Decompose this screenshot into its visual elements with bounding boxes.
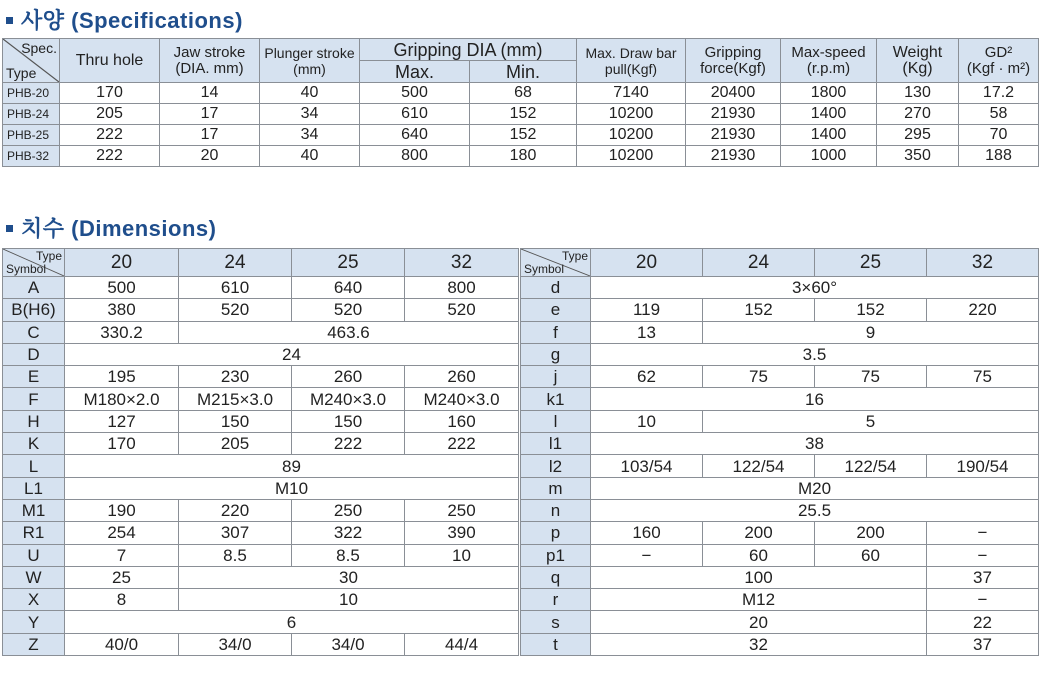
dim-cell: 390: [405, 522, 519, 544]
symbol-cell: M1: [3, 499, 65, 521]
header-draw-bar: Max. Draw bar pull(Kgf): [577, 39, 686, 83]
dim-cell: 10: [405, 544, 519, 566]
dim-cell: 222: [405, 433, 519, 455]
symbol-cell: s: [521, 611, 591, 633]
symbol-cell: F: [3, 388, 65, 410]
dim-cell: 103/54: [591, 455, 703, 477]
dimensions-table-left: [2, 248, 519, 656]
table-row: [521, 633, 1039, 655]
dim-cell: 122/54: [703, 455, 815, 477]
bullet-icon: [6, 225, 13, 232]
header-max: Max.: [360, 61, 470, 83]
spec-cell: 34: [260, 104, 360, 125]
table-row: [521, 343, 1039, 365]
table-row: [521, 410, 1039, 432]
table-row: [521, 321, 1039, 343]
symbol-cell: f: [521, 321, 591, 343]
header-gripping-force: Gripping force(Kgf): [686, 39, 781, 83]
dim-cell: 8: [65, 589, 179, 611]
symbol-cell: R1: [3, 522, 65, 544]
symbol-cell: X: [3, 589, 65, 611]
symbol-cell: p: [521, 522, 591, 544]
spec-cell: 58: [959, 104, 1039, 125]
table-row: [3, 589, 519, 611]
dim-cell: 520: [292, 299, 405, 321]
dim-cell: M240×3.0: [292, 388, 405, 410]
dim-cell: 200: [815, 522, 927, 544]
table-row: [521, 455, 1039, 477]
header-plunger-stroke: Plunger stroke (mm): [260, 39, 360, 83]
dim-cell: 10: [591, 410, 703, 432]
dim-cell: −: [591, 544, 703, 566]
dim-cell: 200: [703, 522, 815, 544]
symbol-cell: q: [521, 566, 591, 588]
spec-cell: 800: [360, 146, 470, 167]
spec-cell: 40: [260, 83, 360, 104]
spec-cell: 180: [470, 146, 577, 167]
dim-cell: 190/54: [927, 455, 1039, 477]
symbol-cell: p1: [521, 544, 591, 566]
table-row: [3, 611, 519, 633]
spec-cell: 222: [60, 125, 160, 146]
dim-cell: M12: [591, 589, 927, 611]
dim-cell: M180×2.0: [65, 388, 179, 410]
table-row: [521, 611, 1039, 633]
dim-cell: 5: [703, 410, 1039, 432]
dim-cell: 22: [927, 611, 1039, 633]
dim-cell: 8.5: [179, 544, 292, 566]
type-cell: PHB-25: [3, 125, 60, 146]
table-row: [3, 146, 1039, 167]
type-header: 24: [703, 249, 815, 277]
dim-cell: 3×60°: [591, 277, 1039, 299]
dim-corner-header: [3, 249, 65, 277]
symbol-cell: t: [521, 633, 591, 655]
table-row: [3, 433, 519, 455]
type-cell: PHB-24: [3, 104, 60, 125]
header-weight: Weight (Kg): [877, 39, 959, 83]
dim-cell: 60: [703, 544, 815, 566]
dim-cell: 20: [591, 611, 927, 633]
dim-cell: 520: [179, 299, 292, 321]
symbol-cell: U: [3, 544, 65, 566]
symbol-cell: C: [3, 321, 65, 343]
symbol-cell: n: [521, 499, 591, 521]
spec-section-title: 사양 (Specifications): [6, 4, 243, 35]
table-row: [3, 477, 519, 499]
table-row: [521, 566, 1039, 588]
dim-cell: 260: [405, 366, 519, 388]
symbol-cell: l1: [521, 433, 591, 455]
table-row: [521, 589, 1039, 611]
dim-cell: 34/0: [292, 633, 405, 655]
symbol-cell: E: [3, 366, 65, 388]
header-jaw-stroke: Jaw stroke (DIA. mm): [160, 39, 260, 83]
symbol-cell: B(H6): [3, 299, 65, 321]
type-header: 24: [179, 249, 292, 277]
dim-cell: 9: [703, 321, 1039, 343]
dim-cell: 330.2: [65, 321, 179, 343]
header-max-speed: Max-speed (r.p.m): [781, 39, 877, 83]
spec-corner-header: Spec. Type: [3, 39, 60, 83]
symbol-cell: e: [521, 299, 591, 321]
spec-cell: 640: [360, 125, 470, 146]
dim-cell: 75: [815, 366, 927, 388]
table-row: [521, 477, 1039, 499]
table-row: [521, 433, 1039, 455]
symbol-cell: l2: [521, 455, 591, 477]
dim-cell: 250: [292, 499, 405, 521]
dim-cell: 34/0: [179, 633, 292, 655]
dim-cell: 205: [179, 433, 292, 455]
dim-cell: 150: [179, 410, 292, 432]
table-row: [3, 299, 519, 321]
table-row: [3, 366, 519, 388]
table-row: [3, 125, 1039, 146]
dim-cell: 610: [179, 277, 292, 299]
dim-cell: 89: [65, 455, 519, 477]
dim-cell: 195: [65, 366, 179, 388]
dim-cell: 160: [591, 522, 703, 544]
spec-cell: 14: [160, 83, 260, 104]
dim-cell: 40/0: [65, 633, 179, 655]
dim-cell: M215×3.0: [179, 388, 292, 410]
dim-cell: 322: [292, 522, 405, 544]
dim-cell: 75: [927, 366, 1039, 388]
dim-cell: 152: [815, 299, 927, 321]
symbol-cell: L: [3, 455, 65, 477]
symbol-cell: k1: [521, 388, 591, 410]
symbol-cell: l: [521, 410, 591, 432]
spec-cell: 21930: [686, 146, 781, 167]
table-row: [3, 388, 519, 410]
spec-cell: 10200: [577, 146, 686, 167]
dim-cell: 307: [179, 522, 292, 544]
table-row: [3, 522, 519, 544]
table-row: [3, 83, 1039, 104]
symbol-cell: W: [3, 566, 65, 588]
dim-cell: −: [927, 522, 1039, 544]
table-row: [521, 544, 1039, 566]
spec-cell: 68: [470, 83, 577, 104]
symbol-cell: d: [521, 277, 591, 299]
dim-cell: 6: [65, 611, 519, 633]
dim-cell: 44/4: [405, 633, 519, 655]
dim-cell: 520: [405, 299, 519, 321]
spec-cell: 1800: [781, 83, 877, 104]
symbol-cell: A: [3, 277, 65, 299]
dim-cell: 260: [292, 366, 405, 388]
table-row: [521, 299, 1039, 321]
symbol-cell: L1: [3, 477, 65, 499]
dim-cell: 230: [179, 366, 292, 388]
spec-cell: 188: [959, 146, 1039, 167]
spec-cell: 10200: [577, 125, 686, 146]
spec-cell: 40: [260, 146, 360, 167]
dim-cell: 25.5: [591, 499, 1039, 521]
type-header: 20: [591, 249, 703, 277]
table-row: [3, 343, 519, 365]
dim-cell: 220: [927, 299, 1039, 321]
table-row: [3, 499, 519, 521]
spec-cell: 10200: [577, 104, 686, 125]
type-cell: PHB-20: [3, 83, 60, 104]
spec-cell: 152: [470, 125, 577, 146]
corner-symbol-label: Symbol: [524, 262, 565, 276]
dim-cell: 32: [591, 633, 927, 655]
header-thru-hole: Thru hole: [60, 39, 160, 83]
dim-cell: 127: [65, 410, 179, 432]
symbol-cell: K: [3, 433, 65, 455]
symbol-cell: j: [521, 366, 591, 388]
dim-cell: 13: [591, 321, 703, 343]
table-row: [3, 455, 519, 477]
dim-cell: −: [927, 589, 1039, 611]
spec-cell: 1000: [781, 146, 877, 167]
spec-cell: 17: [160, 104, 260, 125]
dim-cell: 24: [65, 343, 519, 365]
spec-cell: 170: [60, 83, 160, 104]
dim-cell: 152: [703, 299, 815, 321]
corner-symbol-label: Symbol: [6, 262, 47, 276]
dim-cell: 119: [591, 299, 703, 321]
spec-cell: 205: [60, 104, 160, 125]
dim-cell: 37: [927, 633, 1039, 655]
dim-cell: 100: [591, 566, 927, 588]
dim-corner-header: [521, 249, 591, 277]
table-row: [521, 499, 1039, 521]
dim-cell: M20: [591, 477, 1039, 499]
spec-cell: 20: [160, 146, 260, 167]
dimensions-table-right: [520, 248, 1039, 656]
dim-cell: 150: [292, 410, 405, 432]
dim-cell: M10: [65, 477, 519, 499]
spec-cell: 350: [877, 146, 959, 167]
dim-cell: 16: [591, 388, 1039, 410]
header-gd2: GD² (Kgf · m²): [959, 39, 1039, 83]
dim-cell: 160: [405, 410, 519, 432]
dim-cell: 250: [405, 499, 519, 521]
table-row: [521, 388, 1039, 410]
dim-cell: 463.6: [179, 321, 519, 343]
spec-cell: 152: [470, 104, 577, 125]
spec-cell: 21930: [686, 104, 781, 125]
type-header: 25: [815, 249, 927, 277]
spec-cell: 130: [877, 83, 959, 104]
table-row: [521, 366, 1039, 388]
type-header: 32: [405, 249, 519, 277]
type-header: 20: [65, 249, 179, 277]
dim-cell: 170: [65, 433, 179, 455]
spec-cell: 17: [160, 125, 260, 146]
symbol-cell: Y: [3, 611, 65, 633]
dim-cell: 38: [591, 433, 1039, 455]
spec-cell: 270: [877, 104, 959, 125]
table-row: [521, 522, 1039, 544]
dim-cell: 800: [405, 277, 519, 299]
dim-cell: 220: [179, 499, 292, 521]
spec-cell: 1400: [781, 125, 877, 146]
symbol-cell: m: [521, 477, 591, 499]
spec-cell: 610: [360, 104, 470, 125]
spec-cell: 20400: [686, 83, 781, 104]
table-row: [521, 277, 1039, 299]
dim-cell: 254: [65, 522, 179, 544]
spec-cell: 17.2: [959, 83, 1039, 104]
dim-cell: 75: [703, 366, 815, 388]
spec-cell: 222: [60, 146, 160, 167]
table-row: [3, 410, 519, 432]
table-row: [3, 277, 519, 299]
bullet-icon: [6, 17, 13, 24]
spec-cell: 7140: [577, 83, 686, 104]
corner-type-label: Type: [561, 249, 588, 263]
corner-type-label: Type: [35, 249, 62, 263]
type-header: 32: [927, 249, 1039, 277]
symbol-cell: Z: [3, 633, 65, 655]
dim-cell: 3.5: [591, 343, 1039, 365]
spec-cell: 34: [260, 125, 360, 146]
specifications-table: [2, 38, 1039, 167]
symbol-cell: r: [521, 589, 591, 611]
spec-cell: 500: [360, 83, 470, 104]
dim-cell: 222: [292, 433, 405, 455]
symbol-cell: g: [521, 343, 591, 365]
dim-cell: 190: [65, 499, 179, 521]
symbol-cell: D: [3, 343, 65, 365]
dim-cell: 640: [292, 277, 405, 299]
spec-cell: 70: [959, 125, 1039, 146]
dim-cell: 25: [65, 566, 179, 588]
header-gripping-dia: Gripping DIA (mm): [360, 39, 577, 61]
dim-cell: 122/54: [815, 455, 927, 477]
spec-cell: 295: [877, 125, 959, 146]
dim-cell: 37: [927, 566, 1039, 588]
dim-cell: 7: [65, 544, 179, 566]
dim-cell: 62: [591, 366, 703, 388]
table-row: [3, 321, 519, 343]
spec-cell: 1400: [781, 104, 877, 125]
table-row: [3, 544, 519, 566]
dim-cell: 500: [65, 277, 179, 299]
dim-cell: 10: [179, 589, 519, 611]
table-row: [3, 104, 1039, 125]
header-min: Min.: [470, 61, 577, 83]
type-header: 25: [292, 249, 405, 277]
dim-section-title: 치수 (Dimensions): [6, 212, 216, 243]
type-cell: PHB-32: [3, 146, 60, 167]
dim-cell: 30: [179, 566, 519, 588]
table-row: [3, 566, 519, 588]
dim-cell: 380: [65, 299, 179, 321]
dim-cell: 60: [815, 544, 927, 566]
spec-cell: 21930: [686, 125, 781, 146]
table-row: [3, 633, 519, 655]
dim-cell: 8.5: [292, 544, 405, 566]
symbol-cell: H: [3, 410, 65, 432]
dim-cell: M240×3.0: [405, 388, 519, 410]
dim-cell: −: [927, 544, 1039, 566]
